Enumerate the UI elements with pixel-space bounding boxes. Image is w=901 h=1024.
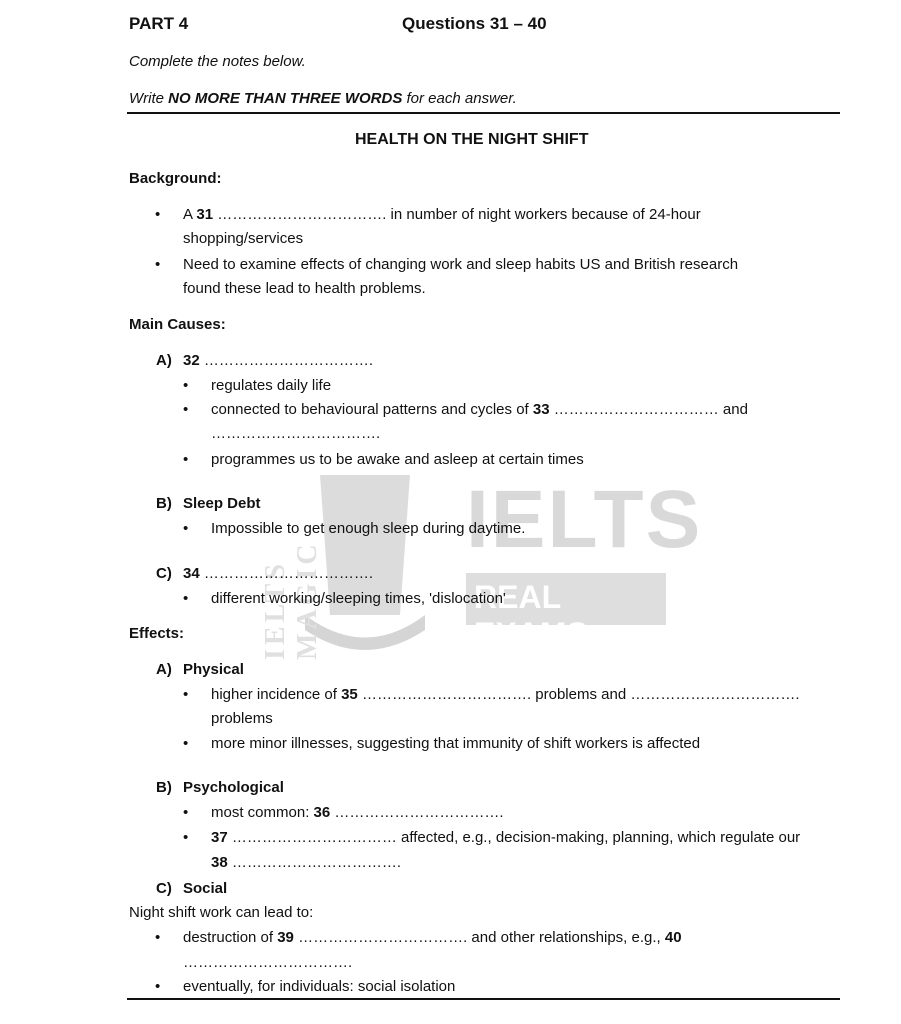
background-bullet-2: Need to examine effects of changing work and sleep habits US and British research xyxy=(183,256,739,273)
effect-c-bullet-1-cont: ……………………………. xyxy=(183,954,353,971)
bullet-icon: • xyxy=(183,590,189,607)
effect-b-bullet-2-cont: 38 ……………………………. xyxy=(211,854,402,871)
cause-c-label: C) xyxy=(156,565,172,582)
effect-c-bullet-1: destruction of 39 ……………………………. and other relationships, e.g., 40 xyxy=(183,929,682,946)
cause-a-label: A) xyxy=(156,352,172,369)
bullet-icon: • xyxy=(183,735,189,752)
effect-b-bullet-1: most common: 36 ……………………………. xyxy=(211,804,504,821)
bullet-icon: • xyxy=(183,686,189,703)
cause-b-title: Sleep Debt xyxy=(183,495,261,512)
effect-b-bullet-2: 37 …………………………… affected, e.g., decision-making, planning, which regulate our xyxy=(211,829,801,846)
questions-label: Questions 31 – 40 xyxy=(402,14,547,33)
bullet-icon: • xyxy=(183,377,189,394)
bullet-icon: • xyxy=(155,206,161,223)
effect-a-bullet-1-cont: problems xyxy=(211,710,273,727)
effects-heading: Effects: xyxy=(129,625,185,642)
effect-b-title: Psychological xyxy=(183,779,284,796)
bullet-icon: • xyxy=(155,256,161,273)
background-heading: Background: xyxy=(129,170,222,187)
bullet-icon: • xyxy=(183,401,189,418)
effect-c-label: C) xyxy=(156,880,172,897)
cause-b-bullet-1: Impossible to get enough sleep during daytime. xyxy=(211,520,526,537)
background-bullet-1: A 31 ……………………………. in number of night workers because of 24-hour xyxy=(183,206,701,223)
effect-a-bullet-1: higher incidence of 35 ……………………………. problems and ……………………………. xyxy=(211,686,800,703)
effect-a-title: Physical xyxy=(183,661,244,678)
instruction-line-2: Write NO MORE THAN THREE WORDS for each answer. xyxy=(129,90,517,107)
instruction-line-1: Complete the notes below. xyxy=(129,53,306,70)
top-divider xyxy=(127,112,840,114)
cause-b-label: B) xyxy=(156,495,172,512)
notes-title: HEALTH ON THE NIGHT SHIFT xyxy=(355,131,589,148)
effect-c-intro: Night shift work can lead to: xyxy=(129,904,314,921)
part-label: PART 4 xyxy=(129,14,189,33)
watermark-side-text: IELTS MAGIC xyxy=(260,540,323,660)
cause-a-bullet-2: connected to behavioural patterns and cycles of 33 …………………………… and xyxy=(211,401,748,418)
cause-a-gap: 32 ……………………………. xyxy=(183,352,374,369)
watermark xyxy=(240,455,703,660)
bullet-icon: • xyxy=(183,451,189,468)
watermark-brand: IELTS xyxy=(466,474,703,565)
effect-c-bullet-2: eventually, for individuals: social isolation xyxy=(183,978,456,995)
bullet-icon: • xyxy=(183,804,189,821)
cause-c-bullet-1: different working/sleeping times, 'dislocation' xyxy=(211,590,506,607)
watermark-band-text: REAL EXAMS xyxy=(474,579,588,652)
background-bullet-2-cont: found these lead to health problems. xyxy=(183,280,426,297)
main-causes-heading: Main Causes: xyxy=(129,316,226,333)
bullet-icon: • xyxy=(155,978,161,995)
background-bullet-1-cont: shopping/services xyxy=(183,230,304,247)
cause-c-gap: 34 ……………………………. xyxy=(183,565,374,582)
bullet-icon: • xyxy=(183,829,189,846)
effect-a-label: A) xyxy=(156,661,172,678)
cause-a-bullet-3: programmes us to be awake and asleep at certain times xyxy=(211,451,584,468)
bullet-icon: • xyxy=(183,520,189,537)
effect-a-bullet-2: more minor illnesses, suggesting that immunity of shift workers is affected xyxy=(211,735,701,752)
cause-a-bullet-2-cont: ……………………………. xyxy=(211,425,381,442)
bullet-icon: • xyxy=(155,929,161,946)
bottom-divider xyxy=(127,998,840,1000)
effect-c-title: Social xyxy=(183,880,228,897)
cause-a-bullet-1: regulates daily life xyxy=(211,377,332,394)
effect-b-label: B) xyxy=(156,779,172,796)
